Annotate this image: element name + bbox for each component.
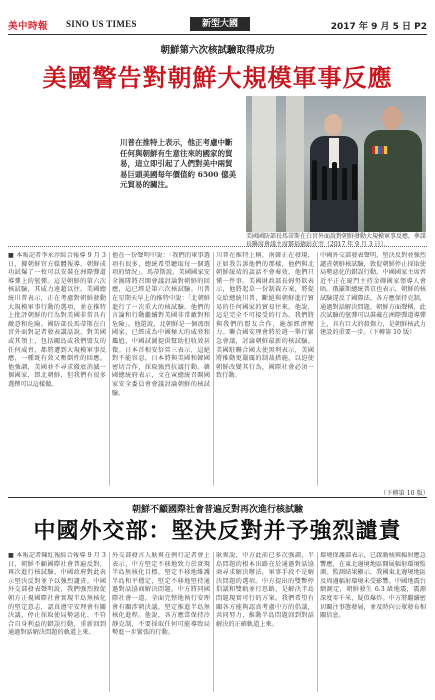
section-tag: 新型大國 <box>190 17 250 31</box>
masthead-logo-cn: 美中時報 <box>8 21 49 32</box>
column-rule <box>317 552 318 692</box>
story1-column-3: 川普在推特上稱，南韓正在發現，正如我告訴他們的那樣，他們與北朝鮮綏靖的談話不會奏效，他們只懂一件事。美國財政部長姆努欽表示，他將起草一份制裁方案，將提交給總統川普，斷絕與朝鮮進行貿易的任何國家的貿易往來。他說，這是完全不可接受的行為，我們將與我們的盟友合作，施加經濟壓力。聯合國安理會將於週一舉行緊急會議，討論朝鮮最新的核試驗。美國駐聯合國大使黑利表示，美國將推動更嚴厲的制裁措施，以迫使朝鮮改變其行為，國際社會必須一致行動。 <box>216 252 314 380</box>
continued-note: （下轉第 10 版） <box>380 490 429 497</box>
photo-caption: 美國國防部長馬蒂斯在白宮外面說對朝鮮發動大規模軍事反應，參謀長聯席會議主席鄧福德站在旁（2017 年 9 月 3 日）。 <box>246 233 427 248</box>
photo-person-uniform <box>364 106 422 232</box>
photo-column-left <box>252 96 276 232</box>
issue-date: 2017 年 9 月 5 日 <box>330 22 411 32</box>
story2-column-3: 耿爽說，中方此前已多次強調，半島問題的根本出路在於通過對話協商尋求解決辦法，軍事手段不是解決問題的選項。中方提出的雙暫停倡議和雙軌並行思路，是解決半島問題現實可行的方案。我們希望有關各方能夠認真考慮中方的倡議，共同努力，推動半島問題回到對話解決的正確軌道上來。 <box>216 552 314 628</box>
story1-column-4: 中國外交部發表聲明，堅決反對並強烈譴責朝鮮核試驗，敦促朝鮮停止採取使局勢惡化的錯誤行動。中國國家主席習近平正在廈門主持金磚國家領導人會晤。俄羅斯總統普京也表示，朝鮮的核試驗違反了國際法，各方應保持克制，通過對話解決問題。朝鮮方面聲稱，此次試驗的氫彈可以裝載在洲際彈道導彈上，具有巨大的殺傷力，是朝鮮核武力建設的重要一步。（下轉第 10 版） <box>320 252 426 337</box>
story1-column-1: ■ 本報記者李永淳綜合報導 9 月 3 日，據朝鮮官方媒體報導，朝鮮成功試爆了一枚可以安裝在洲際彈道導彈上的氫彈。這是朝鮮的第六次核試驗，其威力遠超以往。美國總統川普表示，正在考慮對朝鮮發動大規模軍事行動的選項，並在推特上批評朝鮮的行為對美國非常具有敵意和危險。國防部長馬蒂斯在白宮外面對記者發表講話說，對美國或其領土，包括關島或我們盟友的任何威脅，都將遭到大規模軍事反應，一種既有效又壓倒性的回應。他強調，美國並不尋求徹底消滅一個國家，即北朝鮮，但我們有很多選擇可以這樣做。 <box>8 252 106 388</box>
page-number: P2 <box>414 22 427 32</box>
photo-column-right <box>286 96 304 232</box>
story2-headline: 中國外交部：堅決反對并予強烈譴責 <box>33 519 402 544</box>
pull-quote: 川普在推特上表示，他正考慮中斷任何與朝鮮有生意往來的國家的貿易，這立即引起了人們對美中兩貿易巨頭美國每年價值約 6500 億美元貿易的關注。 <box>120 138 237 189</box>
story2-kicker: 朝鮮不顧國際社會普遍反對再次進行核試驗 <box>131 505 303 515</box>
dateline <box>331 19 427 32</box>
story1-separator <box>8 246 427 247</box>
story1-headline: 美國警告對朝鮮大規模軍事反應 <box>42 64 393 92</box>
masthead-rule <box>8 34 427 35</box>
story1-photo <box>246 96 426 232</box>
story2-column-1: ■ 本報記者陳紅報綜合報導 9 月 3 日，朝鮮不顧國際社會普遍反對，再次進行核試驗。中國政府對此表示堅決反對並予以強烈譴責。中國外交部發表聲明說，我們強烈敦促朝方正視國際社會實現半島無核化的堅定意志，認真遵守安理會有關決議，停止採取使局勢惡化、不符合自身利益的錯誤行動，重新回到通過對話解決問題的軌道上來。 <box>8 552 106 637</box>
column-rule <box>109 252 110 486</box>
column-rule <box>317 252 318 486</box>
photo-microphones <box>306 160 366 200</box>
story2-column-4: 環境保護部表示，已啟動核與輻射應急響應，在東北邊境地區開展輻射環境監測。監測結果顯示，我國東北邊境地區及周邊輻射環境未受影響。中國地震台網測定，朝鮮發生 6.3 級地震，震源深度零千米，疑似爆炸。中方將繼續密切關注事態發展，並及時向公眾發布相關信息。 <box>320 552 426 620</box>
story2-column-2: 外交部發言人耿爽在例行記者會上表示，中方堅定不移地致力於實現半島無核化目標，堅定不移地維護半島和平穩定，堅定不移地堅持通過對話協商解決問題。中方將同國際社會一道，全面完整地執行安理會有關涉朝決議，堅定推進半島無核化進程。他說，各方應當保持冷靜克制，不要採取任何可能導致局勢進一步緊張的行動。 <box>112 552 210 637</box>
masthead <box>8 18 427 32</box>
masthead-logo-en: SINO US TIMES <box>66 19 137 29</box>
column-rule <box>213 252 214 486</box>
story1-column-2: 他在一份聲明中說：「我們的軍事選項有很多，總統希望聽取每一個選項的情況」。馬蒂斯說，美國國家安全團隊將召開會議討論對朝鮮的回應，這已經是第六次核試驗。川普在星期天早上的推特中說：「北朝鮮進行了一次重大的核試驗。他們的言論和行動繼續對美國非常敵對和危險」。他還說，北朝鮮是一個流氓國家，已經成為中國極大的威脅和尷尬，中國試圖提供幫助但收效甚微。日本首相安倍晉三表示，這絕對不能容忍，日本將與美國和韓國密切合作，採取強烈抗議行動。韓國總統府表示，文在寅總統召開國家安全委員會會議討論朝鮮的核試驗。 <box>112 252 210 397</box>
column-rule <box>213 552 214 692</box>
story2-rule <box>8 497 427 498</box>
story1-kicker: 朝鮮第六次核試驗取得成功 <box>160 45 275 56</box>
column-rule <box>109 552 110 692</box>
